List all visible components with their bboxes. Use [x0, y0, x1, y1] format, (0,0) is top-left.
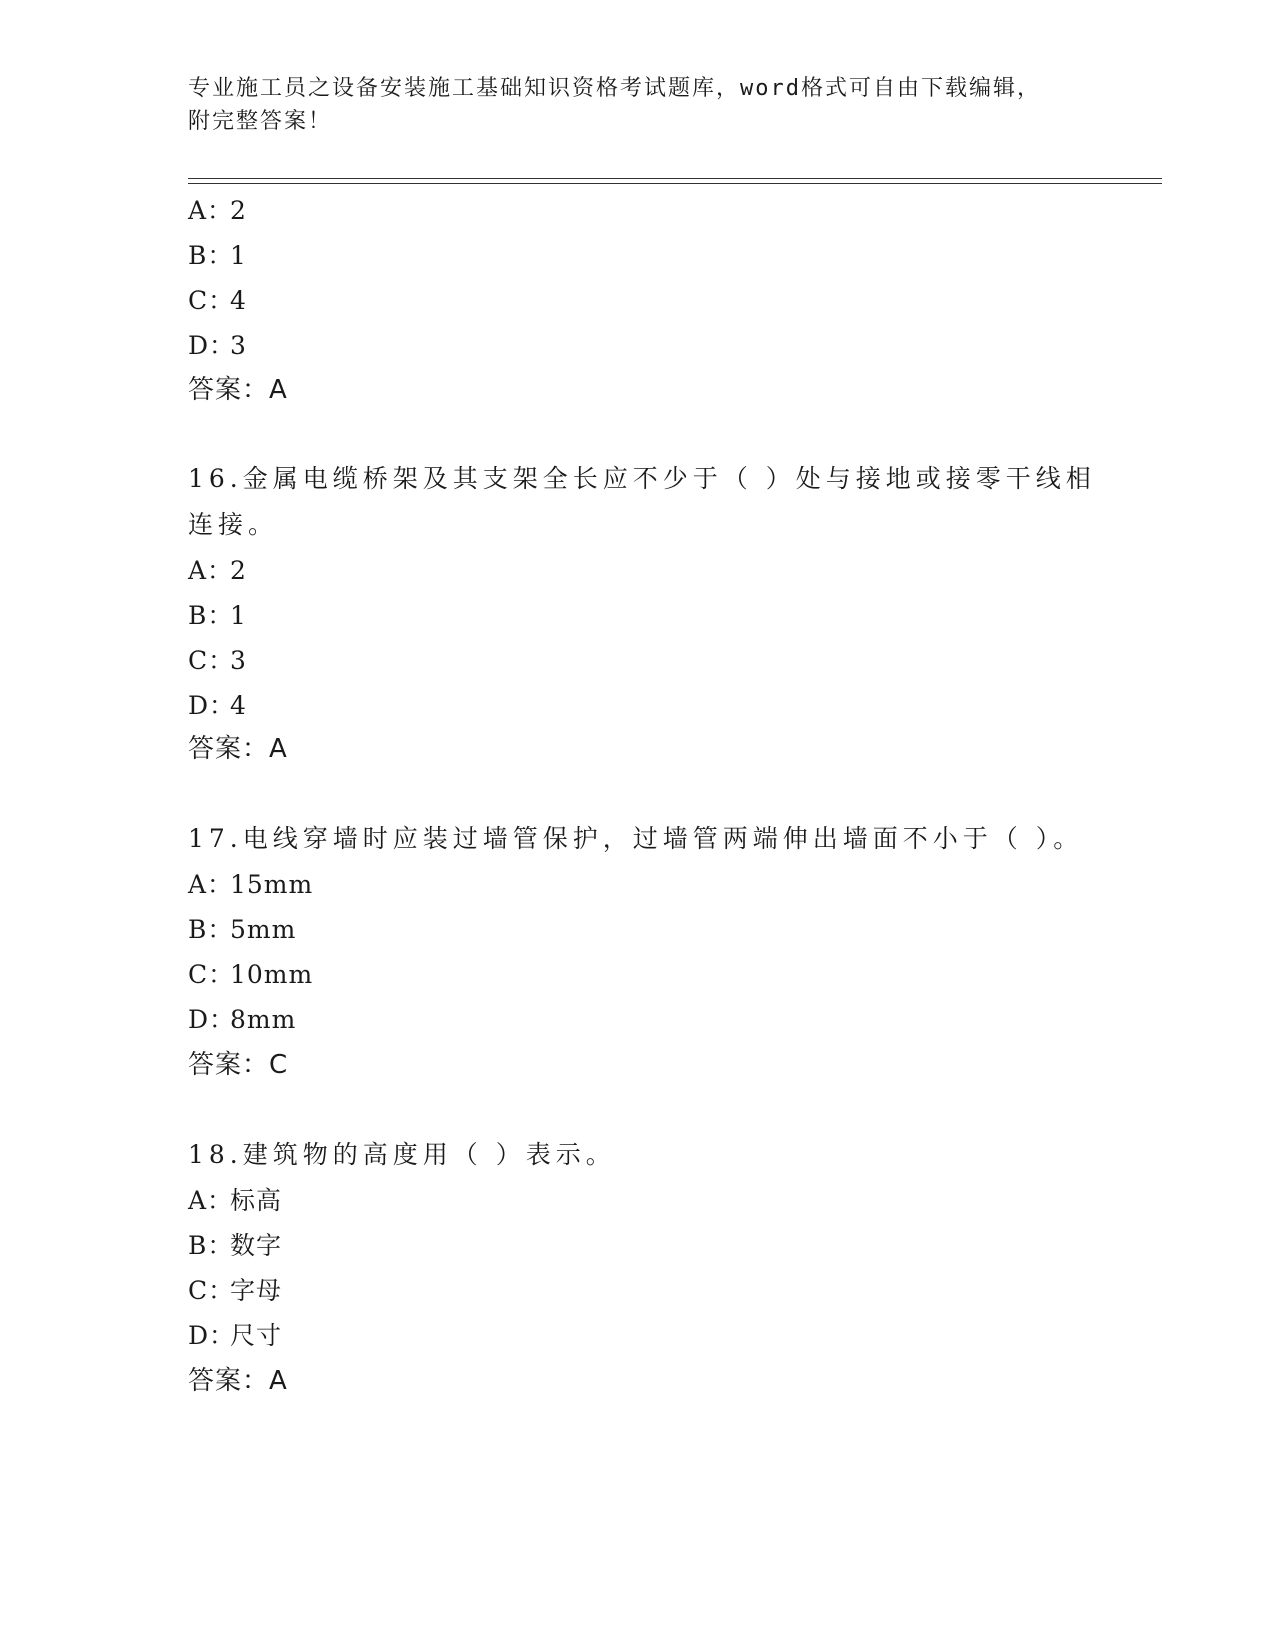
option-c: C：3 — [188, 646, 247, 675]
option-b: B：1 — [188, 601, 247, 630]
option-a: A：2 — [188, 556, 247, 585]
answer-line: 答案：A — [188, 1366, 288, 1396]
answer-line: 答案：C — [188, 1050, 289, 1080]
answer-line: 答案：A — [188, 375, 288, 405]
option-c: C：4 — [188, 286, 247, 315]
question-text: 17.电线穿墙时应装过墙管保护，过墙管两端伸出墙面不小于（ ）。 — [188, 824, 1084, 853]
question-text: 18.建筑物的高度用（ ）表示。 — [188, 1140, 616, 1169]
option-b: B：1 — [188, 241, 247, 270]
header-title-line1: 专业施工员之设备安装施工基础知识资格考试题库，word格式可自由下载编辑， — [188, 76, 1041, 101]
option-b: B：数字 — [188, 1231, 283, 1260]
question-text-continued: 连接。 — [188, 510, 279, 539]
option-c: C：10mm — [188, 960, 314, 989]
header-divider-bottom — [188, 183, 1162, 184]
header-divider-top — [188, 178, 1162, 179]
question-text: 16.金属电缆桥架及其支架全长应不少于（ ）处与接地或接零干线相 — [188, 464, 1096, 493]
option-b: B：5mm — [188, 915, 297, 944]
option-d: D：尺寸 — [188, 1321, 283, 1350]
option-a: A：2 — [188, 196, 247, 225]
answer-line: 答案：A — [188, 734, 288, 764]
header-title-line2: 附完整答案！ — [188, 109, 333, 134]
option-d: D：8mm — [188, 1005, 297, 1034]
document-header — [188, 72, 1088, 138]
option-a: A：15mm — [188, 870, 314, 899]
option-a: A：标高 — [188, 1186, 283, 1215]
option-d: D：4 — [188, 691, 247, 720]
option-d: D：3 — [188, 331, 247, 360]
option-c: C：字母 — [188, 1276, 283, 1305]
